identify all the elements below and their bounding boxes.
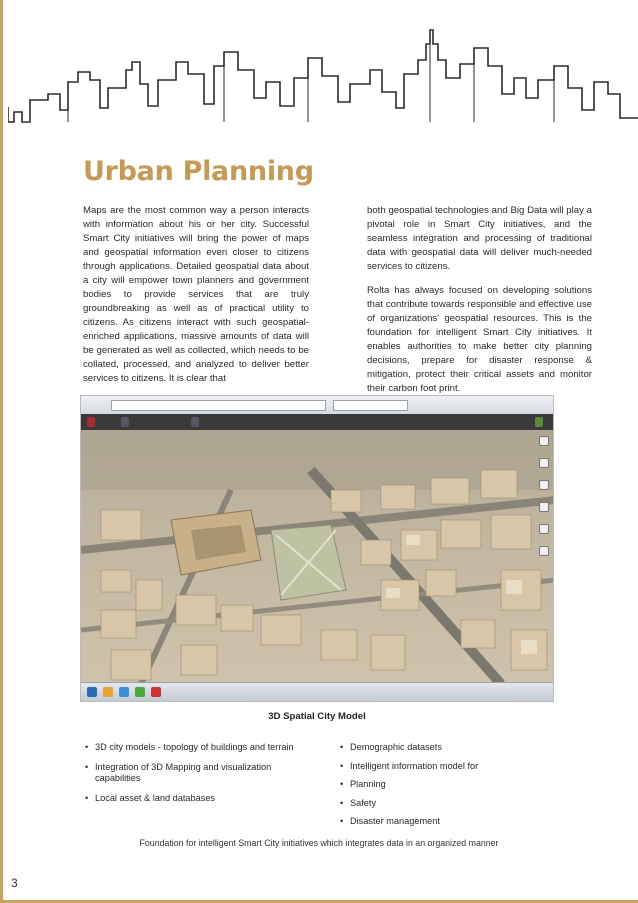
features-list-right: [338, 742, 538, 835]
list-item: • Local asset & land databases: [83, 793, 298, 805]
app-icon: [135, 687, 145, 697]
measure-icon: [539, 546, 549, 556]
list-item: • Demographic datasets: [338, 742, 538, 754]
right-paragraph-2: Rolta has always focused on developing solutions that contribute towards responsible and effective use of organizations' geospatial resources. This is the foundation for intelligent Smart City initiatives. It enables authorities to make better city planning decisions, prepare for disaster response & mitigation, protect their critical assets and monitor their carbon foot print.: [367, 285, 592, 394]
os-taskbar: [81, 682, 553, 701]
tilt-icon: [539, 502, 549, 512]
page-number: 3: [11, 876, 18, 890]
list-item: • Planning: [338, 779, 538, 791]
city-skyline-illustration: [8, 22, 638, 134]
right-paragraph-1: both geospatial technologies and Big Data will play a pivotal role in Smart City initiatives, and the seamless integration and processing of traditional data with geospatial data will deliver much-needed services to citizens.: [367, 205, 592, 272]
zoom-in-icon: [539, 436, 549, 446]
layers-icon: [539, 524, 549, 534]
address-bar: [111, 400, 326, 411]
app-menu-chip: [121, 417, 129, 427]
city-model-screenshot: [80, 395, 554, 702]
zoom-out-icon: [539, 458, 549, 468]
list-item: • Safety: [338, 798, 538, 810]
app-status-chip: [535, 417, 543, 427]
left-text-column: [83, 204, 309, 396]
browser-search-box: [333, 400, 408, 411]
footer-note: Foundation for intelligent Smart City initiatives which integrates data in an organized manner: [139, 838, 499, 848]
right-text-column: [367, 204, 592, 406]
browser-icon: [119, 687, 129, 697]
folder-icon: [103, 687, 113, 697]
list-item: • Integration of 3D Mapping and visualization capabilities: [83, 762, 298, 785]
app-logo-chip: [87, 417, 95, 427]
list-item: • Disaster management: [338, 816, 538, 828]
zoom-tools-panel: [539, 436, 549, 676]
list-item: • Intelligent information model for: [338, 761, 538, 773]
browser-toolbar: [81, 396, 553, 415]
page-title: Urban Planning: [83, 156, 314, 187]
features-list-left: [83, 742, 298, 812]
media-icon: [151, 687, 161, 697]
left-paragraph: Maps are the most common way a person interacts with information about his or her city. Successful Smart City initiatives will bring the power of maps and geospatial information even closer to citizens through applications. Detailed geospatial data about a city will empower town planners and government bodies to provide services that are truly groundbreaking as well as of practical utility to citizens. As citizens interact with such geospatial-enriched applications, massive amounts of data will be generated as well as collected, which needs to be collated, processed, and analyzed to deliver better services to citizens. It is clear that: [83, 205, 309, 384]
rotate-icon: [539, 480, 549, 490]
start-icon: [87, 687, 97, 697]
list-item: • 3D city models - topology of buildings and terrain: [83, 742, 298, 754]
app-menu-chip-2: [191, 417, 199, 427]
map-3d-scene: [81, 430, 554, 684]
app-toolbar: [81, 414, 553, 430]
figure-caption: 3D Spatial City Model: [268, 711, 366, 722]
